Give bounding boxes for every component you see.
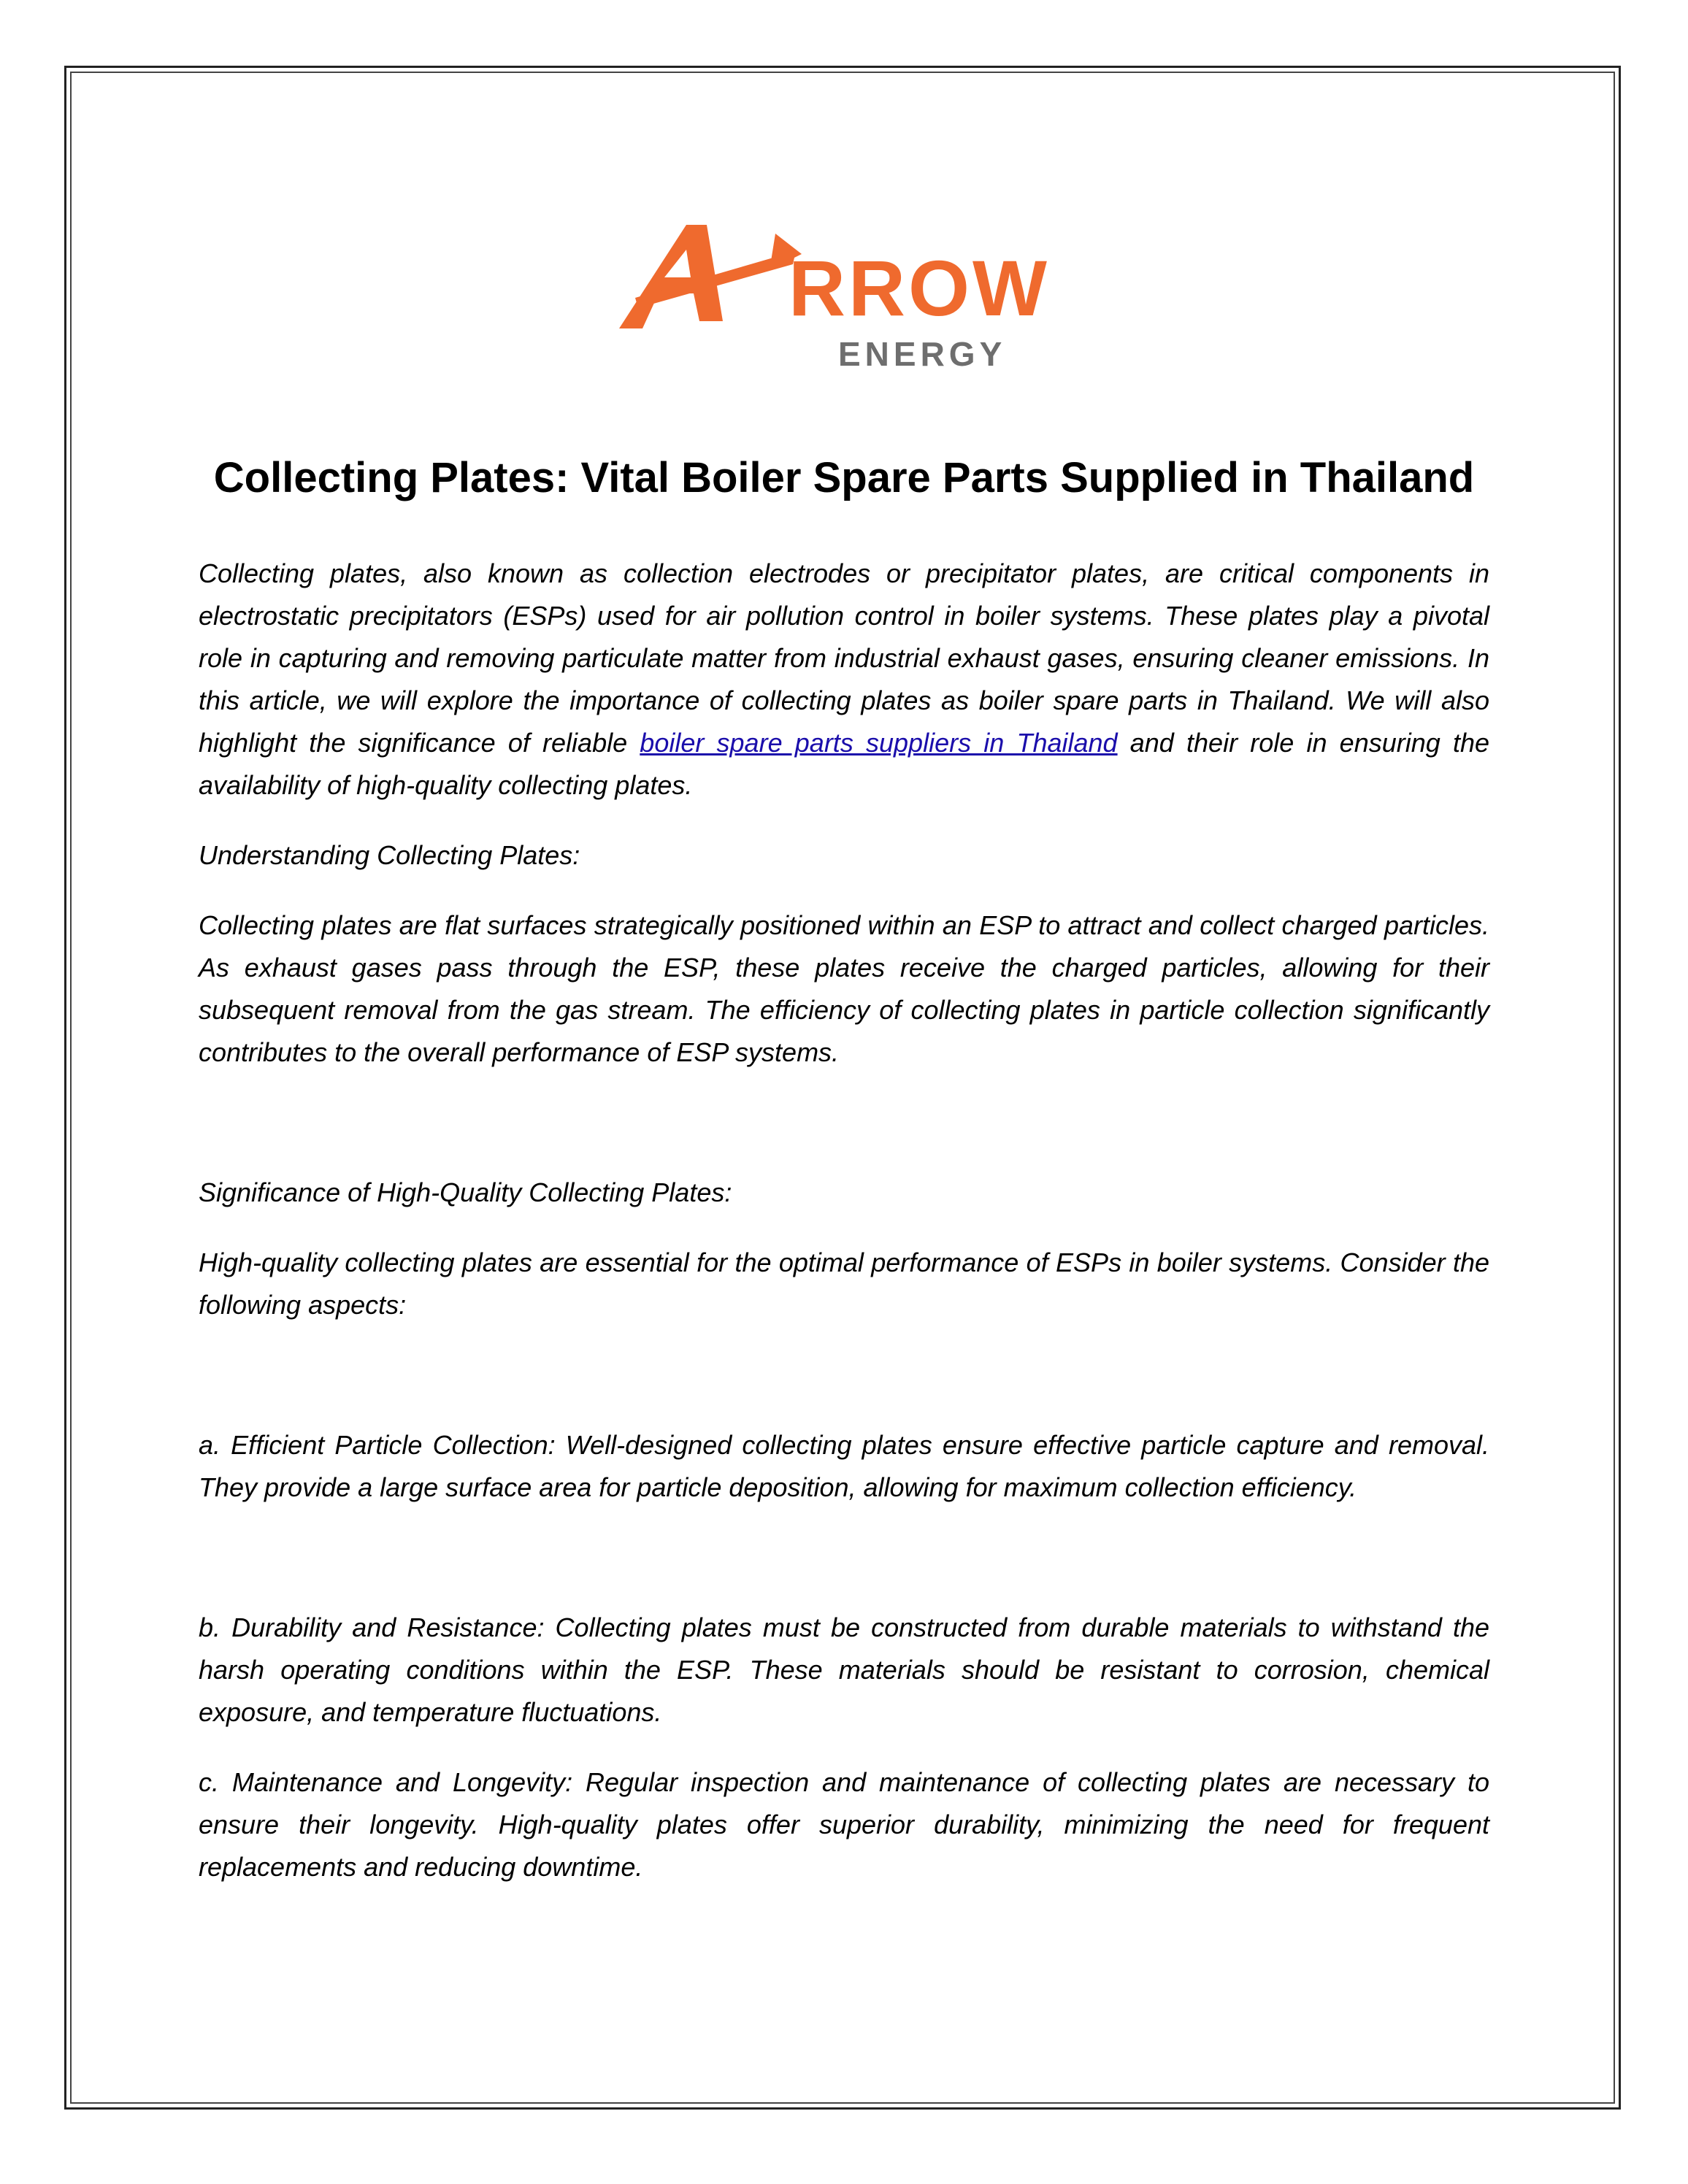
- intro-paragraph: [199, 553, 1489, 807]
- point-c-maintenance: c. Maintenance and Longevity: Regular inspection and maintenance of collecting plates are necessary to ensure their longevity. High-quality plates offer superior durability, minimizing the need for frequent replacements and reducing downtime.: [199, 1767, 1489, 1882]
- point-b-durability: b. Durability and Resistance: Collecting plates must be constructed from durable materials to withstand the harsh operating conditions within the ESP. These materials should be resistant to corrosion, chemical exposure, and temperature fluctuations.: [199, 1612, 1489, 1727]
- logo-wordmark: RROW: [789, 244, 1050, 332]
- document-body: [199, 449, 1489, 1888]
- intro-text-after-link: and their role in ensuring the availability of high-quality collecting plates.: [199, 728, 1490, 800]
- intro-text-before-link: Collecting plates, also known as collection electrodes or precipitator plates, are critical components in electrostatic precipitators (ESPs) used for air pollution control in boiler systems. These plates play a pivotal role in capturing and removing particulate matter from industrial exhaust gases, ensuring cleaner emissions. In this article, we will explore the importance of collecting plates as boiler spare parts in Thailand. We will also highlight the significance of reliable: [199, 558, 1489, 758]
- section-heading-significance: Significance of High-Quality Collecting Plates:: [199, 1177, 732, 1207]
- section-body-significance: High-quality collecting plates are essential for the optimal performance of ESPs in boiler systems. Consider the following aspects:: [199, 1247, 1489, 1320]
- logo-subtitle: ENERGY: [838, 335, 1007, 373]
- arrow-energy-logo: [613, 212, 1050, 380]
- arrow-logo-a-icon: [613, 212, 803, 336]
- section-heading-understanding: Understanding Collecting Plates:: [199, 840, 580, 870]
- section-body-understanding: Collecting plates are flat surfaces strategically positioned within an ESP to attract and collect charged particles. As exhaust gases pass through the ESP, these plates receive the charged particles, allowing for their subsequent removal from the gas stream. The efficiency of collecting plates in particle collection significantly contributes to the overall performance of ESP systems.: [199, 910, 1489, 1067]
- point-a-efficient-collection: a. Efficient Particle Collection: Well-designed collecting plates ensure effective particle capture and removal. They provide a large surface area for particle deposition, allowing for maximum collection efficiency.: [199, 1430, 1489, 1502]
- suppliers-link[interactable]: boiler spare parts suppliers in Thailand: [640, 728, 1118, 758]
- page-title: Collecting Plates: Vital Boiler Spare Parts Supplied in Thailand: [213, 454, 1475, 501]
